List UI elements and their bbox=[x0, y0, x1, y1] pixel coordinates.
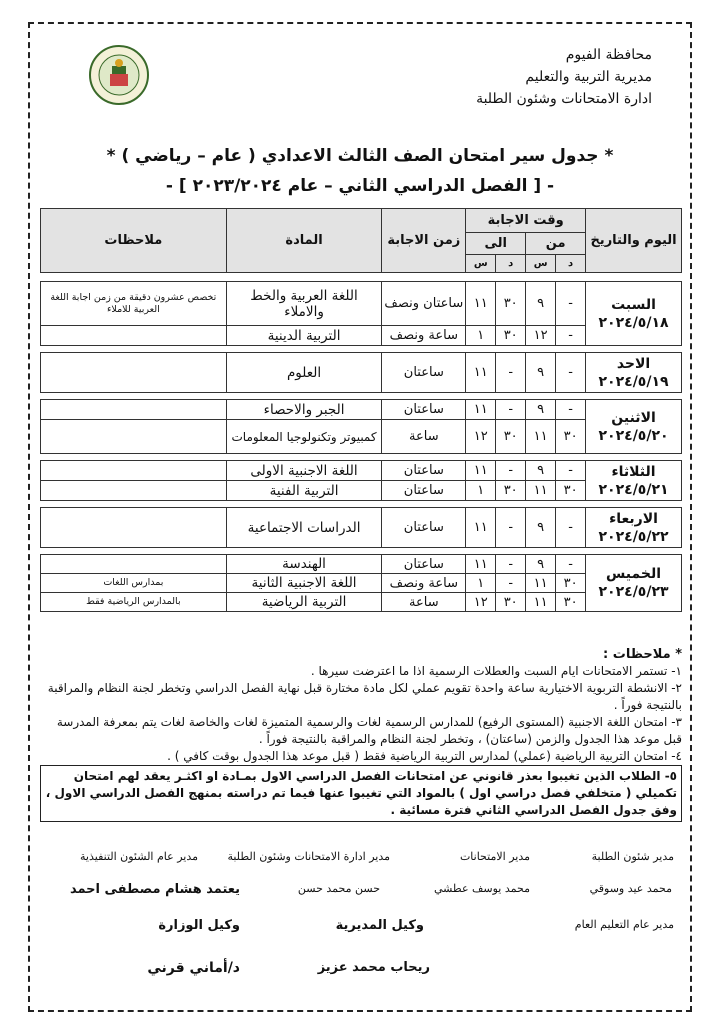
header-time: وقت الاجابة bbox=[466, 209, 586, 233]
table-row: الاحد ٢٠٢٤/٥/١٩ - ٩ - ١١ ساعتان العلوم bbox=[41, 353, 682, 393]
note-5-boxed: ٥- الطلاب الذين تغيبوا بعذر قانوني عن امتحانات الفصل الدراسي الاول بمـادة او اكثـر يعقد لهم امتحان تكميلي ( متخلفي فصل دراسي اول ) بالمواد التي تغيبوا عنها فيما تم دراسته بمنهج الفصل الدراسي الاول ، وفق جدول الفصل الدراسي الثاني فترة مسائية . bbox=[40, 765, 682, 822]
page-subtitle: - [ الفصل الدراسي الثاني – عام ٢٠٢٣/٢٠٢٤ ] - bbox=[165, 176, 555, 196]
sig-title-2: مدير الامتحانات bbox=[459, 850, 530, 863]
header-subject: المادة bbox=[226, 209, 382, 273]
sig-name-3: حسن محمد حسن bbox=[297, 882, 380, 895]
sig-name-4: يعتمد هشام مصطفى احمد bbox=[69, 882, 240, 897]
table-row: ٣٠ ١١ - ١ ساعة ونصف اللغة الاجنبية الثانية بمدارس اللغات bbox=[41, 574, 682, 593]
page-title: * جدول سير امتحان الصف الثالث الاعدادي ( عام – رياضي ) * bbox=[106, 146, 614, 166]
sig-title-5: مدير عام التعليم العام bbox=[574, 918, 674, 931]
sig-title-4: مدير عام الشئون التنفيذية bbox=[80, 850, 198, 863]
table-row: السبت ٢٠٢٤/٥/١٨ - ٩ ٣٠ ١١ ساعتان ونصف اللغة العربية والخط والاملاء تخصص عشرون دقيقة من زمن اجابة اللغة العربية للاملاء bbox=[41, 282, 682, 326]
note-4: ٤- امتحان التربية الرياضية (عملي) لمدارس التربية الرياضية فقط ( قبل موعد هذا الجدول بوقت كافي ) . bbox=[167, 749, 682, 763]
header-from: من bbox=[526, 233, 586, 255]
ministry-logo bbox=[88, 44, 150, 106]
header-notes: ملاحظات bbox=[41, 209, 227, 273]
governorate: محافظة الفيوم bbox=[565, 47, 652, 63]
unit-hour: س bbox=[526, 255, 556, 273]
table-row: ٣٠ ١١ ٣٠ ١ ساعتان التربية الفنية bbox=[41, 481, 682, 501]
note-3: ٣- امتحان اللغة الاجنبية (المستوى الرفيع) للمدارس الرسمية لغات والرسمية المتميزة لغات والخاصة لغات يتم بمعرفة المدرسة قبل موعد هذا الجدول والزمن (ساعتان) ، وتخطر لجنة النظام والمراقبة بالنتيجة فوراً . bbox=[56, 715, 682, 746]
notes-section bbox=[40, 646, 682, 822]
sig-title-1: مدير شئون الطلبة bbox=[591, 850, 674, 863]
table-row: ٣٠ ١١ ٣٠ ١٢ ساعة التربية الرياضية بالمدارس الرياضية فقط bbox=[41, 593, 682, 612]
sig-title-7: وكيل الوزارة bbox=[158, 918, 240, 933]
note-2: ٢- الانشطة التربوية الاختيارية ساعة واحدة تقويم عملي لكل مادة مختارة قبل نهاية الفصل الدراسي وتخطر لجنة النظام والمراقبة بالنتيجة فوراً . bbox=[47, 681, 682, 712]
table-row: ٣٠ ١١ ٣٠ ١٢ ساعة كمبيوتر وتكنولوجيا المعلومات bbox=[41, 420, 682, 454]
sig-name-2: محمد يوسف عطشي bbox=[433, 882, 530, 895]
header-day: اليوم والتاريخ bbox=[586, 209, 682, 273]
sig-title-3: مدير ادارة الامتحانات وشئون الطلبة bbox=[227, 850, 390, 863]
department: ادارة الامتحانات وشئون الطلبة bbox=[476, 91, 652, 107]
header-duration: زمن الاجابة bbox=[382, 209, 466, 273]
sig-name-5: ريحاب محمد عزيز bbox=[317, 960, 430, 975]
table-row: - ١٢ ٣٠ ١ ساعة ونصف التربية الدينية bbox=[41, 326, 682, 346]
table-row: الخميس ٢٠٢٤/٥/٢٣ - ٩ - ١١ ساعتان الهندسة bbox=[41, 555, 682, 574]
unit-hour: س bbox=[466, 255, 496, 273]
header-to: الى bbox=[466, 233, 526, 255]
table-row: الاربعاء ٢٠٢٤/٥/٢٢ - ٩ - ١١ ساعتان الدراسات الاجتماعية bbox=[41, 508, 682, 548]
notes-heading: * ملاحظات : bbox=[603, 647, 682, 662]
sig-name-1: محمد عيد وسوقي bbox=[589, 882, 672, 895]
sig-title-6: وكيل المديرية bbox=[335, 918, 424, 933]
note-1: ١- تستمر الامتحانات ايام السبت والعطلات الرسمية اذا ما اعترضت سيرها . bbox=[310, 664, 682, 678]
exam-schedule-table bbox=[40, 208, 682, 612]
header-block bbox=[476, 44, 652, 110]
unit-minute: د bbox=[496, 255, 526, 273]
sig-name-6: د/أماني قرني bbox=[147, 960, 240, 976]
table-row: الثلاثاء ٢٠٢٤/٥/٢١ - ٩ - ١١ ساعتان اللغة الاجنبية الاولى bbox=[41, 461, 682, 481]
directorate: مديرية التربية والتعليم bbox=[525, 69, 652, 85]
table-row: الاثنين ٢٠٢٤/٥/٢٠ - ٩ - ١١ ساعتان الجبر والاحصاء bbox=[41, 400, 682, 420]
unit-minute: د bbox=[556, 255, 586, 273]
